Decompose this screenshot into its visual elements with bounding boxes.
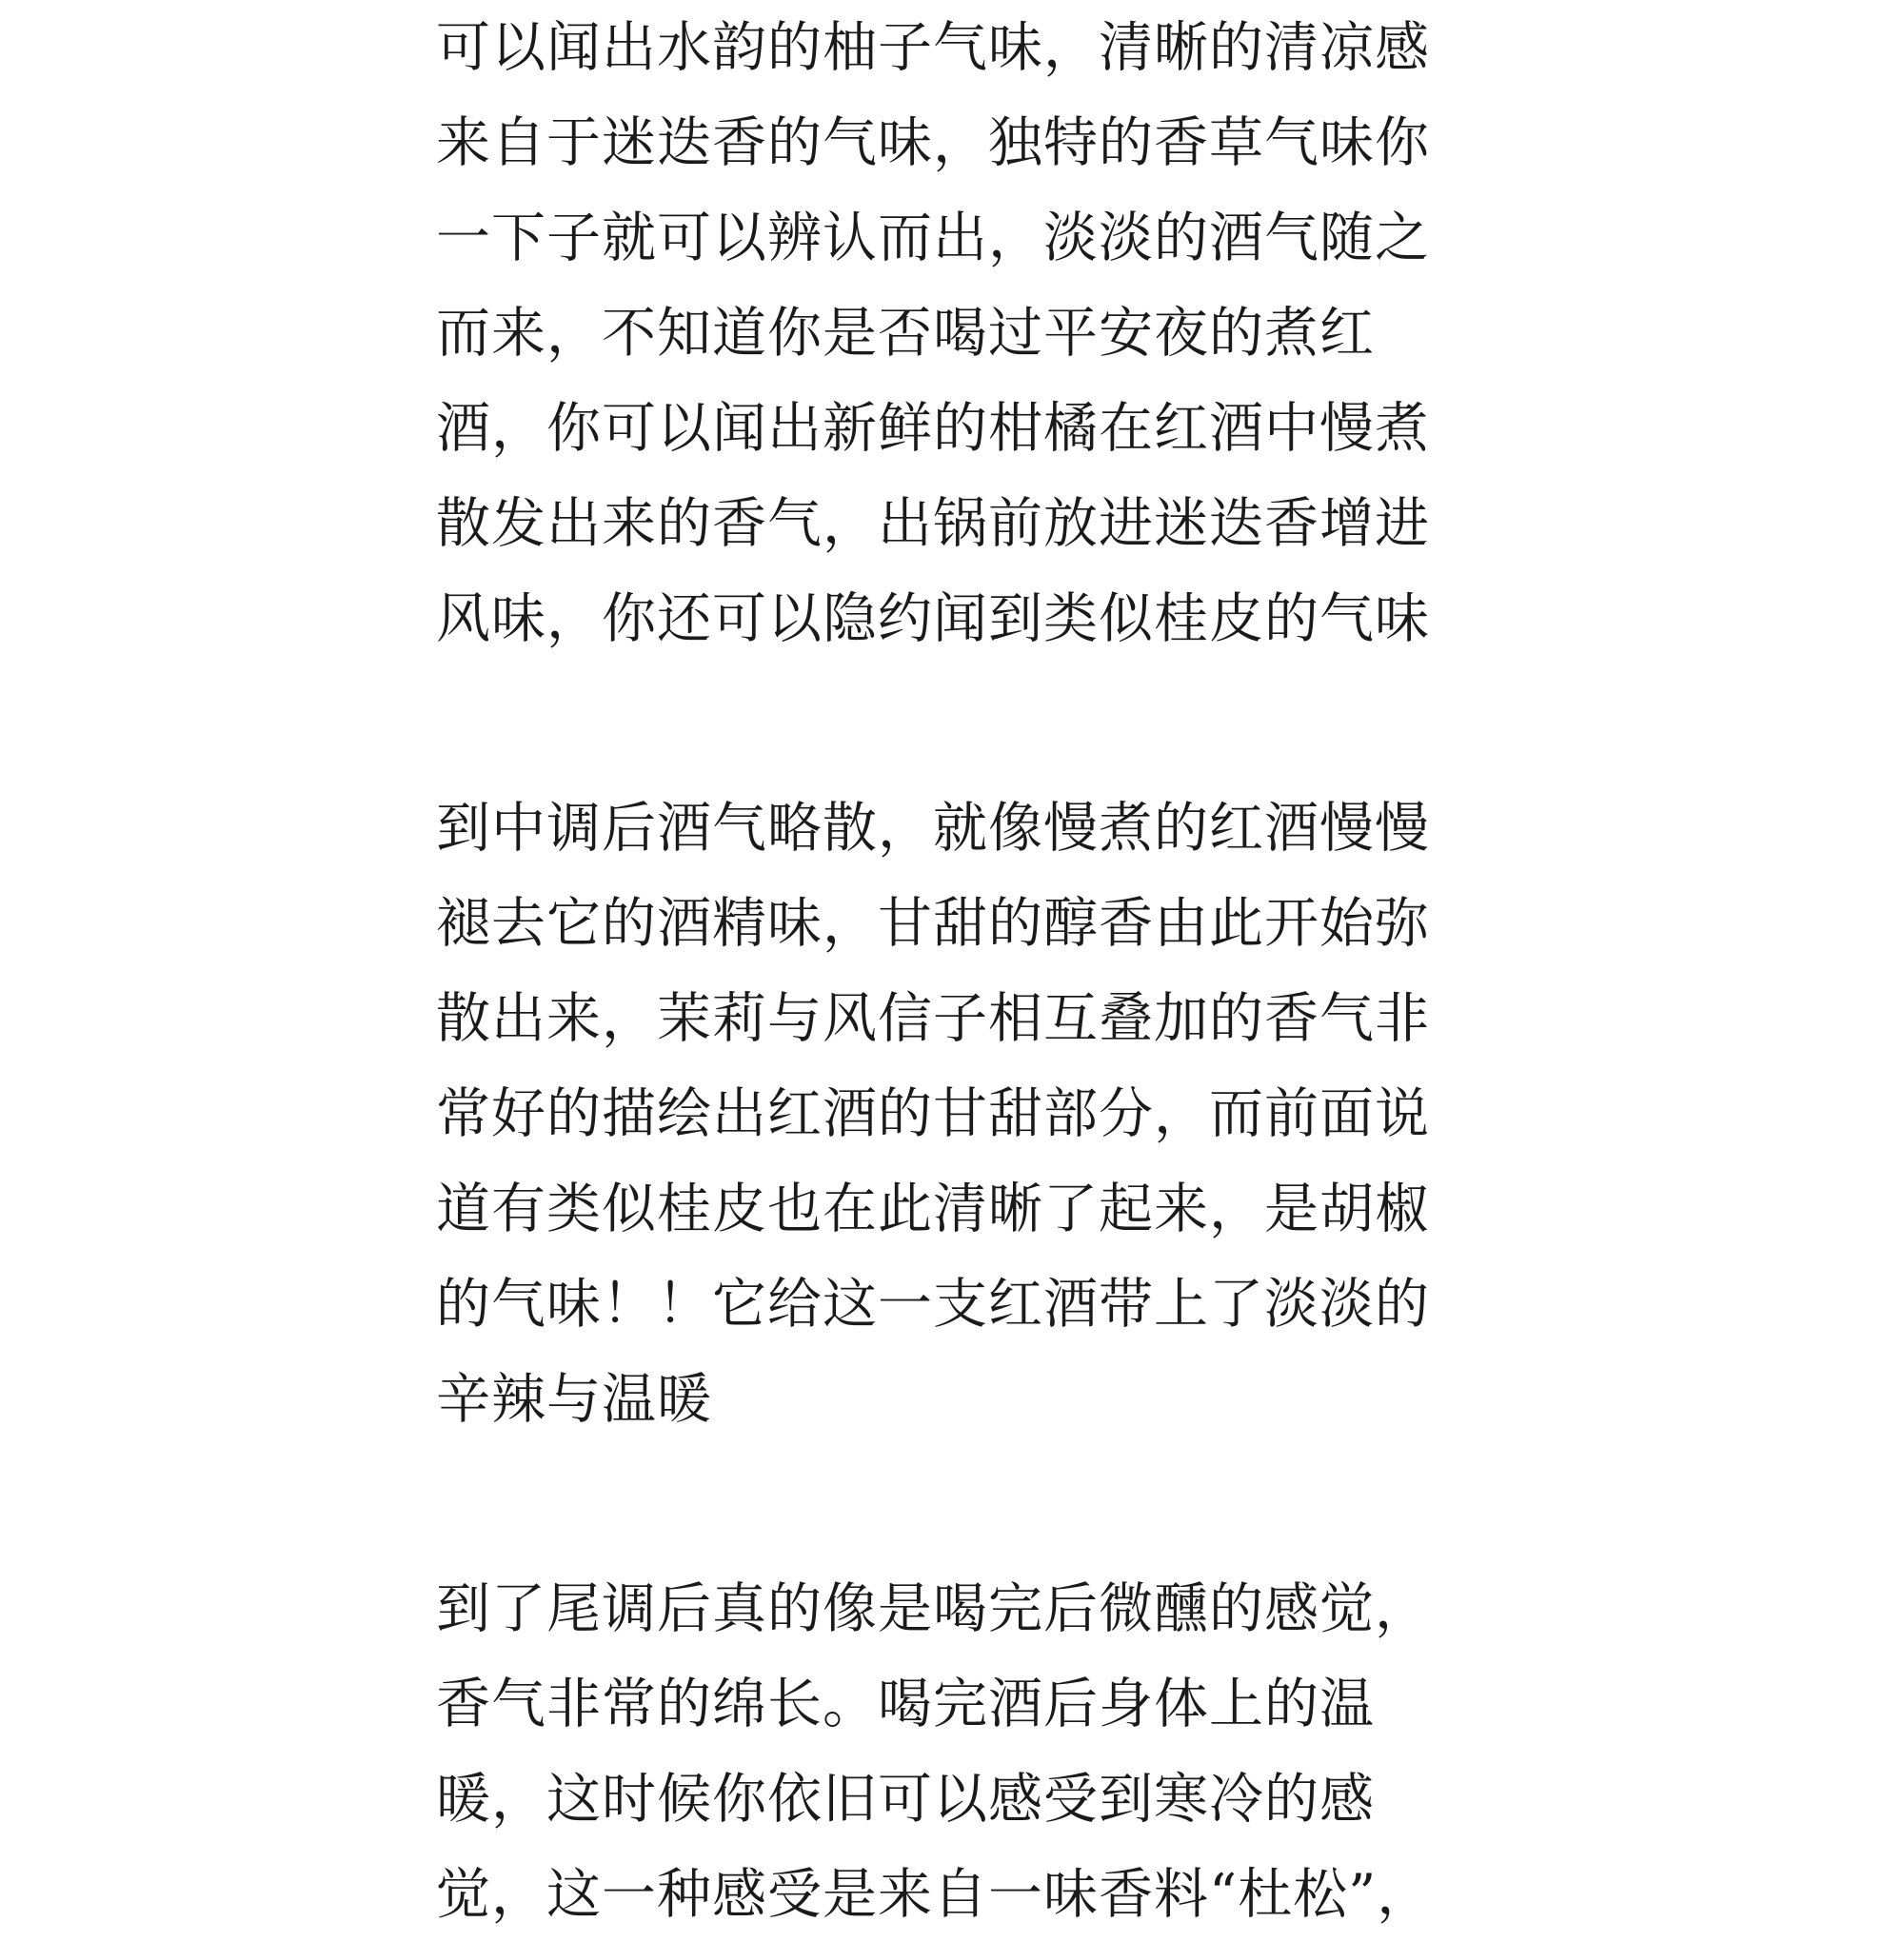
article-body bbox=[436, 0, 1483, 1942]
text-line: 来自于迷迭香的气味，独特的香草气味你 bbox=[436, 111, 1430, 174]
text-line: 的气味！！它给这一支红酒带上了淡淡的 bbox=[436, 1273, 1430, 1336]
text-line: 风味，你还可以隐约闻到类似桂皮的气味 bbox=[436, 587, 1430, 650]
text-line: 而来，不知道你是否喝过平安夜的煮红 bbox=[436, 302, 1375, 365]
paragraph-top-notes bbox=[436, 0, 1483, 666]
text-line: 散出来，茉莉与风信子相互叠加的香气非 bbox=[436, 987, 1430, 1050]
paragraph-middle-notes bbox=[436, 781, 1483, 1447]
text-line: 散发出来的香气，出锅前放进迷迭香增进 bbox=[436, 492, 1430, 555]
text-line: 可以闻出水韵的柚子气味，清晰的清凉感 bbox=[436, 16, 1430, 79]
text-line: 香气非常的绵长。喝完酒后身体上的温 bbox=[436, 1673, 1375, 1735]
paragraph-base-notes bbox=[436, 1561, 1483, 1942]
text-line: 酒，你可以闻出新鲜的柑橘在红酒中慢煮 bbox=[436, 397, 1430, 460]
paragraph-gap bbox=[436, 666, 1483, 781]
text-line: 一下子就可以辨认而出，淡淡的酒气随之 bbox=[436, 207, 1430, 269]
text-line: 到了尾调后真的像是喝完后微醺的感觉， bbox=[436, 1577, 1430, 1640]
text-line: 暖，这时候你依旧可以感受到寒冷的感 bbox=[436, 1768, 1375, 1831]
text-line: 辛辣与温暖 bbox=[436, 1368, 712, 1431]
text-line: 觉，这一种感受是来自一味香料“杜松”， bbox=[436, 1863, 1433, 1926]
text-line: 道有类似桂皮也在此清晰了起来，是胡椒 bbox=[436, 1178, 1430, 1240]
text-line: 常好的描绘出红酒的甘甜部分，而前面说 bbox=[436, 1082, 1430, 1145]
paragraph-gap bbox=[436, 1447, 1483, 1561]
text-line: 褪去它的酒精味，甘甜的醇香由此开始弥 bbox=[436, 892, 1430, 955]
text-line: 到中调后酒气略散，就像慢煮的红酒慢慢 bbox=[436, 797, 1430, 860]
